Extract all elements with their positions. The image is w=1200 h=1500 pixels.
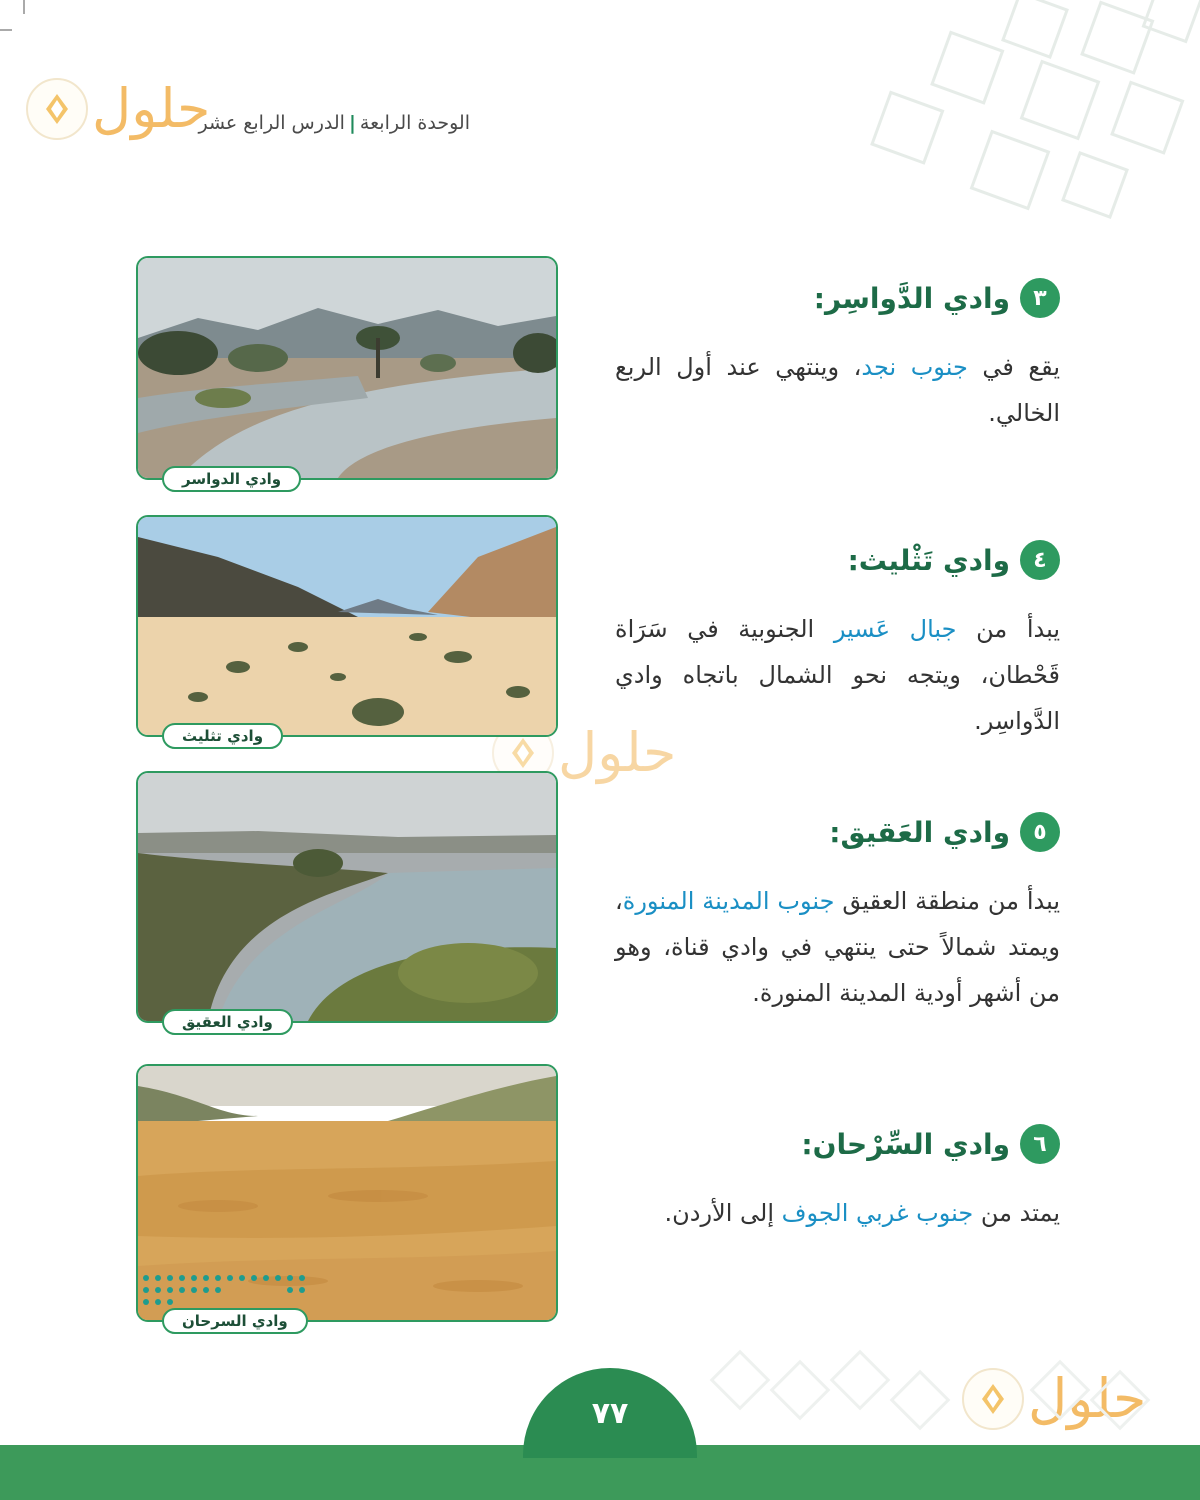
photo-wadi-aqiq bbox=[136, 771, 558, 1031]
section-wadi-dawasir bbox=[615, 278, 1060, 436]
section-wadi-aqiq bbox=[615, 812, 1060, 1016]
section-text bbox=[615, 606, 1060, 744]
section-text bbox=[615, 1190, 1060, 1236]
highlight-term: جبال عَسير bbox=[833, 615, 957, 643]
section-number-badge: ٤ bbox=[1020, 540, 1060, 580]
section-title: وادي السِّرْحان: bbox=[801, 1127, 1010, 1161]
photo-caption: وادي الدواسر bbox=[162, 466, 301, 492]
text-part: يبدأ من منطقة العقيق bbox=[834, 887, 1061, 915]
photo-caption: وادي السرحان bbox=[162, 1308, 308, 1334]
text-part: إلى الأردن. bbox=[664, 1199, 782, 1227]
highlight-term: جنوب المدينة المنورة bbox=[622, 887, 835, 915]
unit-label: الوحدة الرابعة bbox=[359, 112, 470, 134]
text-part: ، ويمتد شمالاً حتى ينتهي في وادي قناة، وهو من أشهر أودية المدينة المنورة. bbox=[615, 887, 1060, 1007]
photo-wadi-dawasir bbox=[136, 256, 558, 488]
section-number-badge: ٦ bbox=[1020, 1124, 1060, 1164]
watermark-logo bbox=[26, 78, 210, 140]
section-wadi-sirhan bbox=[615, 1124, 1060, 1236]
watermark-word: حلول bbox=[558, 721, 677, 784]
highlight-term: جنوب نجد bbox=[861, 353, 968, 381]
text-part: الجنوبية في سَرَاة قَحْطان، ويتجه نحو الشمال باتجاه وادي الدَّواسِر. bbox=[615, 615, 1060, 735]
section-heading bbox=[615, 812, 1060, 852]
watermark-word: حلول bbox=[1028, 1367, 1147, 1430]
watermark-word: حلول bbox=[92, 77, 211, 140]
lesson-label: الدرس الرابع عشر bbox=[198, 112, 345, 134]
section-heading bbox=[615, 1124, 1060, 1164]
page-number: ٧٧ bbox=[591, 1396, 629, 1431]
section-heading bbox=[615, 278, 1060, 318]
photo-wadi-tathlith bbox=[136, 515, 558, 745]
section-wadi-tathlith bbox=[615, 540, 1060, 744]
section-heading bbox=[615, 540, 1060, 580]
section-number-badge: ٥ bbox=[1020, 812, 1060, 852]
section-text bbox=[615, 878, 1060, 1016]
section-title: وادي العَقيق: bbox=[829, 815, 1010, 849]
section-title: وادي الدَّواسِر: bbox=[813, 281, 1010, 315]
crop-mark bbox=[0, 0, 40, 40]
text-part: يقع في bbox=[967, 353, 1061, 381]
section-number-badge: ٣ bbox=[1020, 278, 1060, 318]
seal-icon bbox=[26, 78, 88, 140]
text-part: يبدأ من bbox=[956, 615, 1061, 643]
photo-caption: وادي تثليث bbox=[162, 723, 283, 749]
highlight-term: جنوب غربي الجوف bbox=[781, 1199, 974, 1227]
decorative-pattern bbox=[730, 0, 1200, 230]
decorative-pattern-bottom bbox=[380, 1330, 1200, 1450]
header-separator: | bbox=[348, 112, 356, 134]
decorative-dots bbox=[140, 1272, 320, 1312]
section-text bbox=[615, 344, 1060, 436]
text-part: ، وينتهي عند أول الربع الخالي. bbox=[615, 353, 1060, 427]
photo-caption: وادي العقيق bbox=[162, 1009, 293, 1035]
text-part: يمتد من bbox=[973, 1199, 1060, 1227]
section-title: وادي تَثْليث: bbox=[847, 543, 1010, 577]
